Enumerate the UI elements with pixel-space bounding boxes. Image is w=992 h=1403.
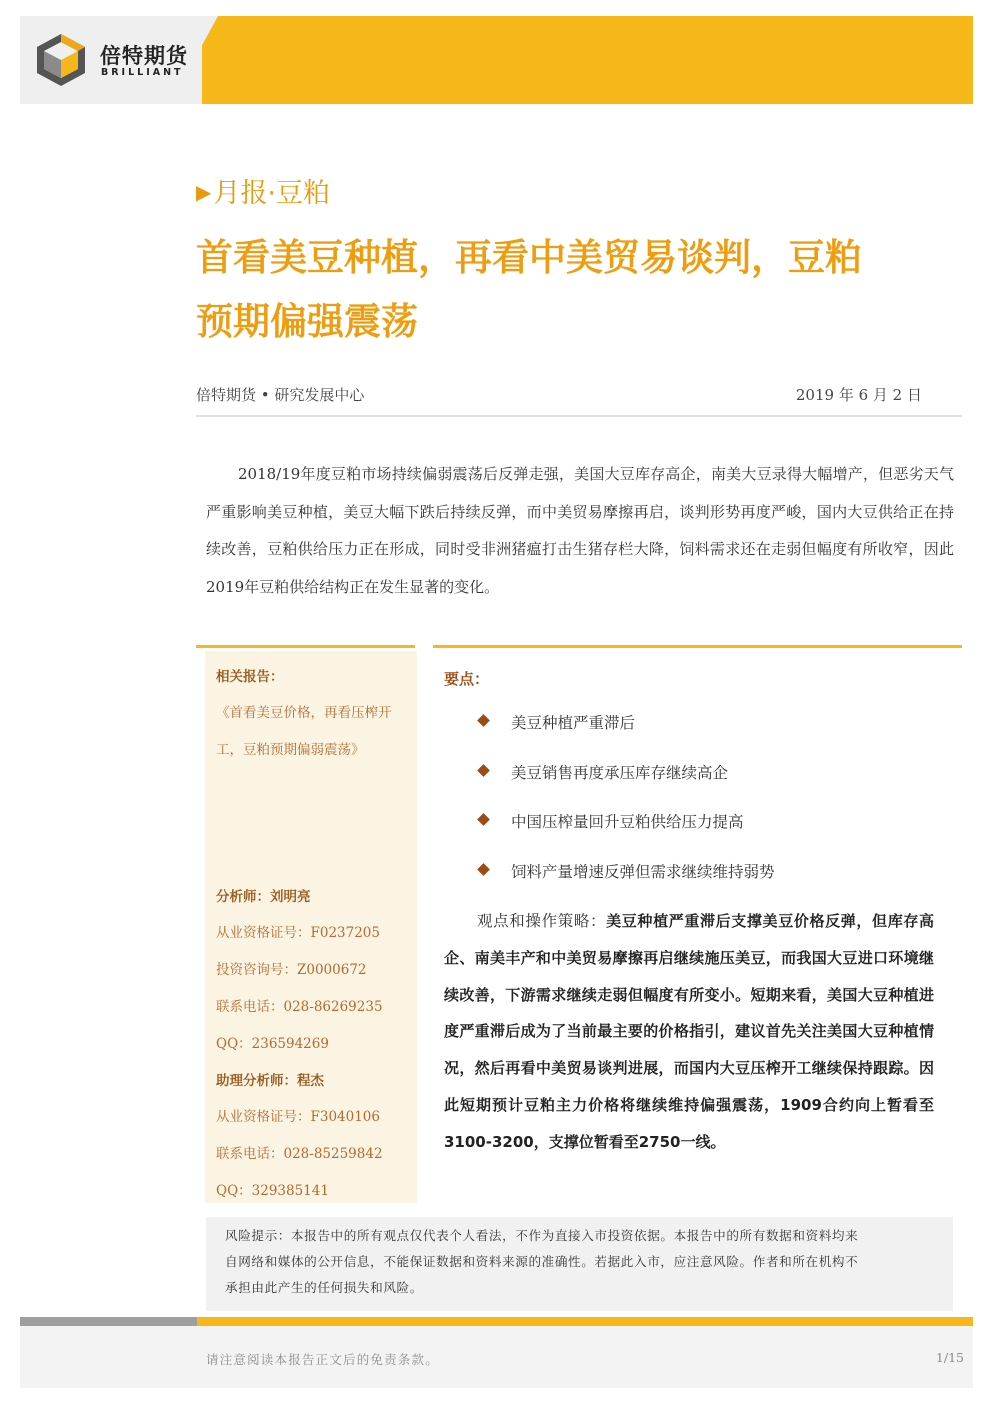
- page-number: 1/15: [935, 1350, 964, 1365]
- byline: 倍特期货 • 研究发展中心: [196, 386, 365, 404]
- triangle-right-icon: ▶: [196, 180, 212, 204]
- logo-text-cn: 倍特期货: [100, 44, 188, 68]
- strategy-paragraph: [444, 903, 934, 1161]
- keypoint-text: 饲料产量增速反弹但需求继续维持弱势: [511, 863, 775, 881]
- strategy-lead: 观点和操作策略：: [477, 912, 607, 930]
- diamond-bullet-icon: [477, 764, 490, 777]
- analyst-consult-id: 投资咨询号：Z0000672: [216, 962, 367, 978]
- footer-bar-gray: [20, 1317, 197, 1326]
- analyst-phone: 联系电话：028-86269235: [216, 999, 383, 1015]
- diamond-bullet-icon: [477, 863, 490, 876]
- footer-disclaimer-note: 请注意阅读本报告正文后的免责条款。: [206, 1352, 439, 1367]
- title-line-2: 预期偏强震荡: [196, 300, 418, 343]
- keypoints-divider: [433, 645, 962, 648]
- diamond-bullet-icon: [477, 813, 490, 826]
- report-date: 2019 年 6 月 2 日: [795, 386, 922, 404]
- diamond-bullet-icon: [477, 714, 490, 727]
- assistant-qq: QQ：329385141: [216, 1183, 329, 1199]
- header-band: [20, 16, 973, 104]
- report-type: [196, 171, 330, 210]
- assistant-phone: 联系电话：028-85259842: [216, 1146, 383, 1162]
- sidebar-divider: [196, 645, 415, 648]
- logo-text-en: BRILLIANT: [101, 67, 184, 78]
- related-reports-label: 相关报告：: [216, 669, 284, 685]
- keypoint-text: 美豆种植严重滞后: [511, 714, 636, 732]
- risk-disclaimer-box: [206, 1217, 953, 1311]
- footer-bar-yellow: [197, 1317, 973, 1326]
- footer-band: [20, 1326, 973, 1388]
- report-type-label: 月报·豆粕: [213, 178, 330, 209]
- assistant-analyst-label: 助理分析师：程杰: [216, 1073, 324, 1089]
- analyst-cert: 从业资格证号：F0237205: [216, 925, 380, 941]
- analyst-label: 分析师：刘明亮: [216, 889, 311, 905]
- title-divider: [196, 415, 962, 417]
- title-line-1: 首看美豆种植，再看中美贸易谈判，豆粕: [196, 236, 862, 279]
- page-title: [196, 226, 976, 354]
- sidebar: [205, 651, 417, 1203]
- summary-paragraph: 2018/19年度豆粕市场持续偏弱震荡后反弹走强，美国大豆库存高企，南美大豆录得大幅增产，但恶劣天气严重影响美豆种植，美豆大幅下跌后持续反弹，而中美贸易摩擦再启，谈判形势再度严峻，国内大豆供给正在持续改善，豆粕供给压力正在形成，同时受非洲猪瘟打击生猪存栏大降，饲料需求还在走弱但幅度有所收窄，因此2019年豆粕供给结构正在发生显著的变化。: [206, 465, 954, 596]
- risk-line-1: 风险提示：本报告中的所有观点仅代表个人看法，不作为直接入市投资依据。本报告中的所有数据和资料均来: [225, 1228, 859, 1243]
- risk-line-2: 自网络和媒体的公开信息，不能保证数据和资料来源的准确性。若据此入市，应注意风险。作者和所在机构不: [225, 1254, 859, 1269]
- keypoints-title: 要点：: [444, 670, 490, 688]
- assistant-cert: 从业资格证号：F3040106: [216, 1109, 380, 1125]
- related-report-link-line1[interactable]: 《首看美豆价格，再看压榨开: [216, 705, 392, 721]
- risk-line-3: 承担由此产生的任何损失和风险。: [225, 1280, 423, 1295]
- analyst-qq: QQ：236594269: [216, 1036, 329, 1052]
- keypoint-text: 美豆销售再度承压库存继续高企: [511, 764, 729, 782]
- related-report-link-line2[interactable]: 工，豆粕预期偏弱震荡》: [216, 742, 365, 758]
- strategy-body: 美豆种植严重滞后支撑美豆价格反弹，但库存高企、南美丰产和中美贸易摩擦再启继续施压美豆，而我国大豆进口环境继续改善，下游需求继续走弱但幅度有所变小。短期来看，美国大豆种植进度严重滞后成为了当前最主要的价格指引，建议首先关注美国大豆种植情况，然后再看中美贸易谈判进展，而国内大豆压榨开工继续保持跟踪。因此短期预计豆粕主力价格将继续维持偏强震荡，1909合约向上暂看至3100-3200，支撑位暂看至2750一线。: [444, 912, 934, 1151]
- keypoint-text: 中国压榨量回升豆粕供给压力提高: [511, 813, 744, 831]
- company-logo-icon: [33, 32, 89, 88]
